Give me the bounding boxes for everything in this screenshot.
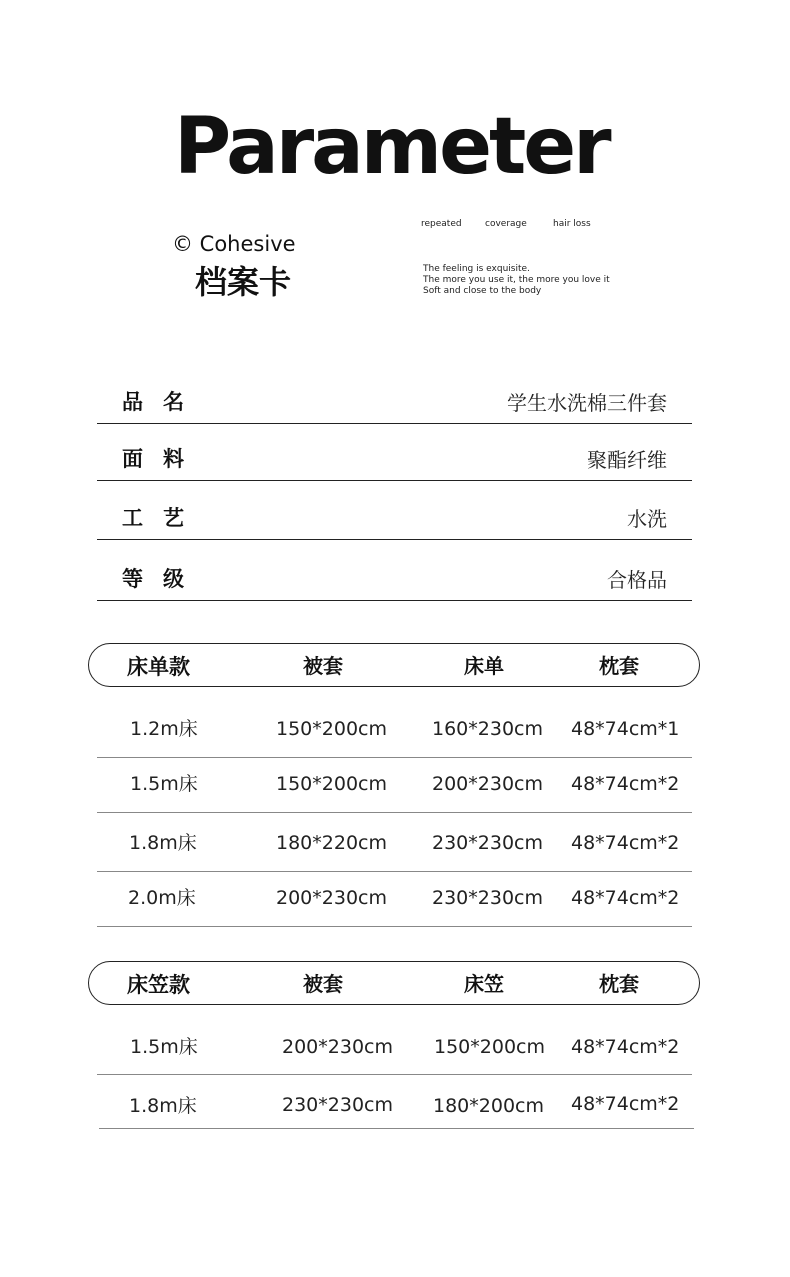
table1-header-pillowcase: 枕套	[599, 654, 639, 678]
spec-row-fabric	[97, 439, 692, 481]
table2-header-fitted-sheet: 床笠	[464, 972, 504, 996]
table-row	[97, 813, 692, 872]
cell-bed-size: 1.5m床	[130, 1036, 198, 1058]
cell-duvet: 200*230cm	[276, 887, 387, 909]
spec-value: 聚酯纤维	[587, 448, 667, 472]
table-row	[97, 758, 692, 813]
table1-header-style: 床单款	[127, 655, 190, 679]
cell-pillowcase: 48*74cm*1	[571, 718, 680, 740]
cell-pillowcase: 48*74cm*2	[571, 887, 680, 909]
cell-pillowcase: 48*74cm*2	[571, 1036, 680, 1058]
cell-sheet: 230*230cm	[432, 887, 543, 909]
spec-row-craft	[97, 496, 692, 540]
table1-header-sheet: 床单	[464, 654, 504, 678]
cell-pillowcase: 48*74cm*2	[571, 1093, 680, 1115]
spec-label: 等级	[122, 567, 204, 591]
table-row	[99, 1075, 694, 1129]
spec-row-grade	[97, 555, 692, 601]
tagline-1: The feeling is exquisite.	[423, 264, 530, 274]
table2-header-style: 床笠款	[127, 973, 190, 997]
page-subtitle: 档案卡	[195, 263, 292, 301]
table-row	[97, 872, 692, 927]
spec-row-product-name	[97, 382, 692, 424]
tag-hair-loss: hair loss	[553, 219, 591, 229]
spec-value: 水洗	[627, 507, 667, 531]
cell-fitted-sheet: 180*200cm	[433, 1095, 544, 1117]
cell-bed-size: 1.5m床	[130, 773, 198, 795]
cell-bed-size: 1.8m床	[129, 1095, 197, 1117]
cell-bed-size: 1.2m床	[130, 718, 198, 740]
table-row	[97, 702, 692, 758]
cell-pillowcase: 48*74cm*2	[571, 832, 680, 854]
cell-duvet: 200*230cm	[282, 1036, 393, 1058]
table2-header-duvet: 被套	[303, 972, 343, 996]
table1-header-duvet: 被套	[303, 654, 343, 678]
cell-duvet: 150*200cm	[276, 773, 387, 795]
cell-sheet: 200*230cm	[432, 773, 543, 795]
spec-label: 品名	[122, 390, 204, 414]
tag-coverage: coverage	[485, 219, 527, 229]
cell-bed-size: 2.0m床	[128, 887, 196, 909]
cell-sheet: 230*230cm	[432, 832, 543, 854]
spec-label: 面料	[122, 447, 204, 471]
cell-duvet: 150*200cm	[276, 718, 387, 740]
spec-value: 合格品	[607, 568, 667, 592]
spec-value: 学生水洗棉三件套	[507, 391, 667, 415]
cell-duvet: 230*230cm	[282, 1094, 393, 1116]
table1-header	[88, 643, 700, 687]
tagline-2: The more you use it, the more you love it	[423, 275, 610, 285]
cell-sheet: 160*230cm	[432, 718, 543, 740]
spec-label: 工艺	[122, 506, 204, 530]
cell-bed-size: 1.8m床	[129, 832, 197, 854]
cell-duvet: 180*220cm	[276, 832, 387, 854]
tag-repeated: repeated	[421, 219, 462, 229]
page-title: Parameter	[174, 102, 609, 192]
cell-pillowcase: 48*74cm*2	[571, 773, 680, 795]
table2-header-pillowcase: 枕套	[599, 972, 639, 996]
tagline-3: Soft and close to the body	[423, 286, 542, 296]
table-row	[97, 1020, 692, 1075]
cell-fitted-sheet: 150*200cm	[434, 1036, 545, 1058]
brand-name: © Cohesive	[172, 232, 296, 256]
table2-header	[88, 961, 700, 1005]
